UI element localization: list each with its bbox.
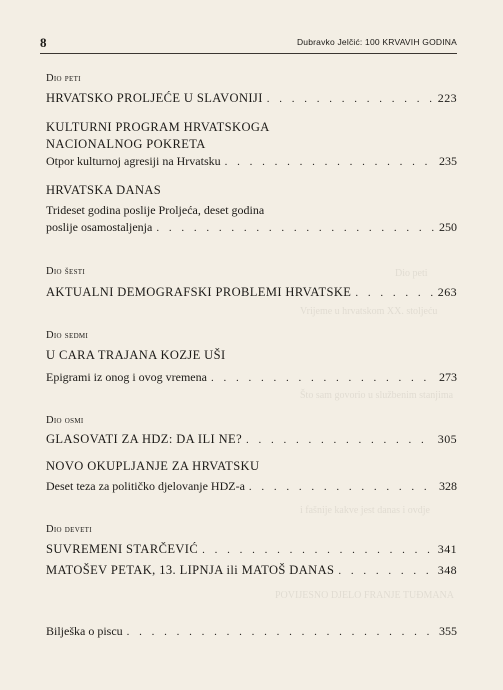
dot-leader (225, 156, 435, 168)
part-label: Dio osmi (46, 415, 84, 426)
entry-title: HRVATSKA DANAS (46, 183, 162, 197)
entry-title: Otpor kulturnoj agresiji na Hrvatsku (46, 154, 221, 168)
show-through-text: Što sam govorio u službenim stanjima (300, 390, 454, 401)
entry-title: Trideset godina poslije Proljeća, deset godina (46, 203, 265, 217)
entry-title: GLASOVATI ZA HDZ: DA ILI NE? (46, 432, 243, 446)
dot-leader (127, 626, 435, 638)
toc-entry[interactable] (46, 479, 457, 494)
dot-leader (202, 544, 434, 556)
toc-entry[interactable] (46, 91, 457, 106)
entry-page: 273 (439, 370, 457, 384)
entry-page: 348 (437, 563, 457, 577)
entry-title: Bilješka o piscu (46, 624, 123, 638)
entry-title: U CARA TRAJANA KOZJE UŠI (46, 348, 226, 362)
show-through-text: Vrijeme u hrvatskom XX. stoljeću (300, 306, 438, 317)
toc-entry[interactable] (46, 154, 457, 169)
dot-leader (211, 372, 435, 384)
page-number: 8 (40, 35, 47, 50)
dot-leader (156, 222, 435, 234)
show-through-text: POVIJESNO DJELO FRANJE TUĐMANA (275, 590, 454, 601)
entry-title: SUVREMENI STARČEVIĆ (46, 542, 199, 556)
toc-entry[interactable] (46, 432, 457, 447)
dot-leader (246, 434, 434, 446)
show-through-text: i fašnije kakve jest danas i ovdje (300, 505, 430, 516)
entry-page: 235 (439, 154, 457, 168)
dot-leader (267, 93, 434, 105)
show-through-text: Dio peti (395, 268, 428, 279)
part-label: Dio peti (46, 73, 81, 84)
entry-title: poslije osamostaljenja (46, 220, 153, 234)
entry-title: HRVATSKO PROLJEĆE U SLAVONIJI (46, 91, 263, 105)
entry-title: NOVO OKUPLJANJE ZA HRVATSKU (46, 459, 260, 473)
entry-title: AKTUALNI DEMOGRAFSKI PROBLEMI HRVATSKE (46, 285, 352, 299)
entry-title: NACIONALNOG POKRETA (46, 137, 206, 151)
toc-entry[interactable] (46, 285, 457, 300)
entry-page: 305 (437, 432, 457, 446)
entry-title: Deset teza za političko djelovanje HDZ-a (46, 479, 245, 493)
entry-title: MATOŠEV PETAK, 13. LIPNJA ili MATOŠ DANAS (46, 563, 335, 577)
entry-page: 328 (439, 479, 457, 493)
running-head (40, 35, 457, 54)
dot-leader (338, 565, 433, 577)
part-label: Dio deveti (46, 524, 92, 535)
entry-page: 223 (437, 91, 457, 105)
part-label: Dio šesti (46, 266, 85, 277)
part-label: Dio sedmi (46, 330, 89, 341)
entry-page: 263 (437, 285, 457, 299)
entry-page: 341 (437, 542, 457, 556)
toc-entry[interactable] (46, 624, 457, 639)
entry-title: Epigrami iz onog i ovog vremena (46, 370, 207, 384)
dot-leader (355, 287, 433, 299)
dot-leader (249, 481, 435, 493)
running-title: Dubravko Jelčić: 100 KRVAVIH GODINA (296, 37, 457, 47)
entry-page: 250 (439, 220, 457, 234)
entry-title: KULTURNI PROGRAM HRVATSKOGA (46, 120, 270, 134)
toc-entry[interactable] (46, 370, 457, 385)
toc-entry[interactable] (46, 542, 457, 557)
entry-page: 355 (439, 624, 457, 638)
toc-entry[interactable] (46, 220, 457, 235)
toc-entry[interactable] (46, 563, 457, 578)
